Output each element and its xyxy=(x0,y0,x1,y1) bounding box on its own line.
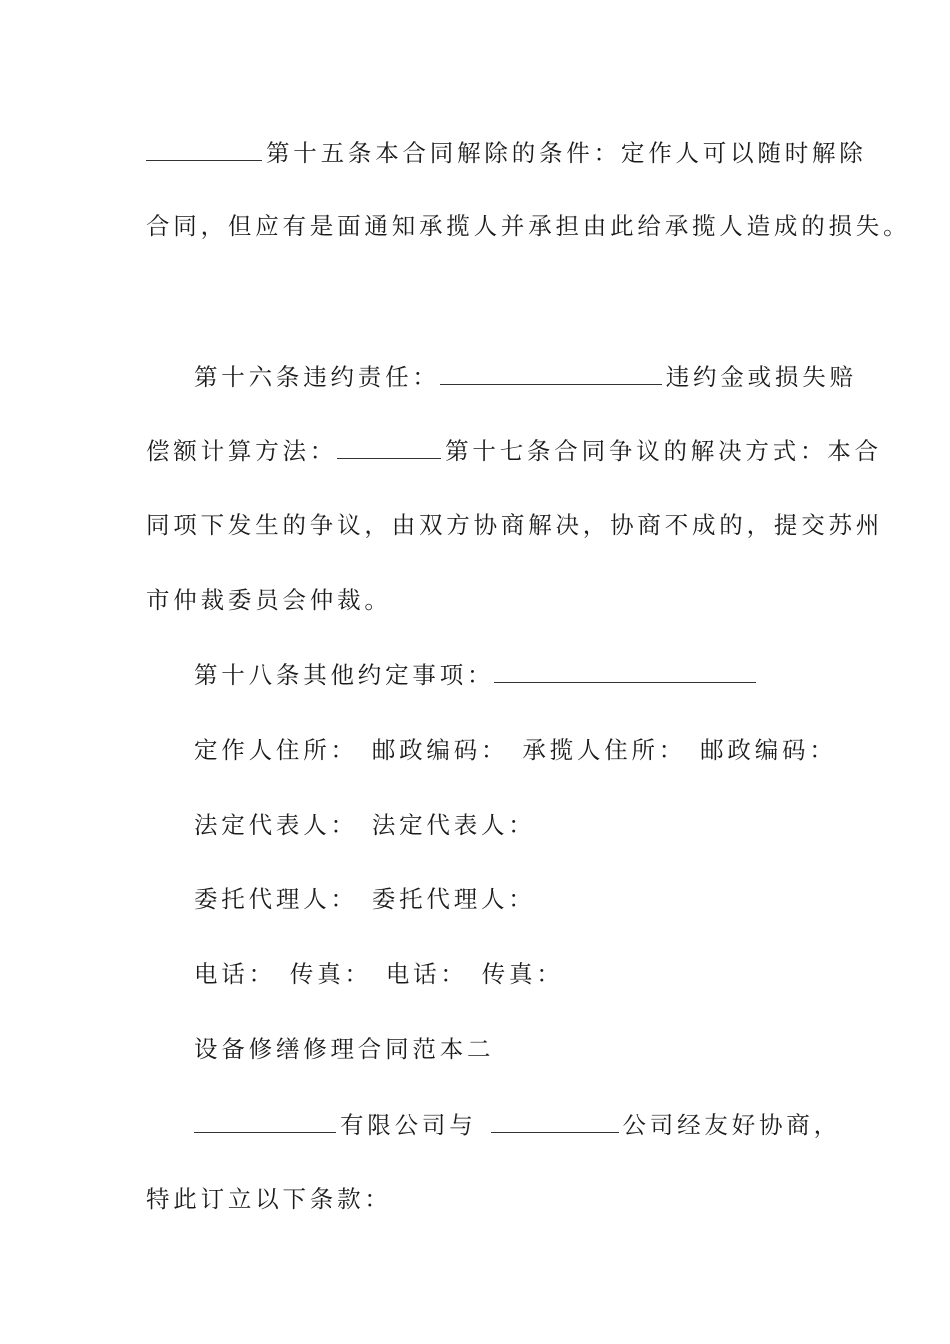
intro-line-1: 有限公司与 公司经友好协商， xyxy=(194,1110,841,1140)
clause-15-line-1: 第十五条本合同解除的条件：定作人可以随时解除 xyxy=(146,138,867,168)
blank-field xyxy=(146,140,262,161)
clause-17-line-2: 市仲裁委员会仲裁。 xyxy=(146,586,392,614)
blank-field xyxy=(337,438,441,459)
intro-line-2: 特此订立以下条款： xyxy=(146,1185,392,1213)
blank-field xyxy=(440,364,662,385)
address-line: 定作人住所： 邮政编码： 承揽人住所： 邮政编码： xyxy=(194,736,837,764)
phone-fax-line: 电话： 传真： 电话： 传真： xyxy=(194,960,564,988)
sample-title: 设备修缮修理合同范本二 xyxy=(194,1035,495,1063)
blank-field xyxy=(491,1112,619,1133)
clause-17-line-1: 同项下发生的争议，由双方协商解决，协商不成的，提交苏州 xyxy=(146,511,884,539)
clause-18: 第十八条其他约定事项： xyxy=(194,660,760,690)
clause-16-line-2: 偿额计算方法： 第十七条合同争议的解决方式：本合 xyxy=(146,437,882,465)
legal-representative-line: 法定代表人： 法定代表人： xyxy=(194,811,536,839)
blank-field xyxy=(494,662,756,683)
agent-line: 委托代理人： 委托代理人： xyxy=(194,885,536,913)
clause-15-line-2: 合同，但应有是面通知承揽人并承担由此给承揽人造成的损失。 xyxy=(146,212,911,240)
blank-field xyxy=(194,1112,336,1133)
clause-16-line-1: 第十六条违约责任： 违约金或损失赔 xyxy=(194,363,857,391)
